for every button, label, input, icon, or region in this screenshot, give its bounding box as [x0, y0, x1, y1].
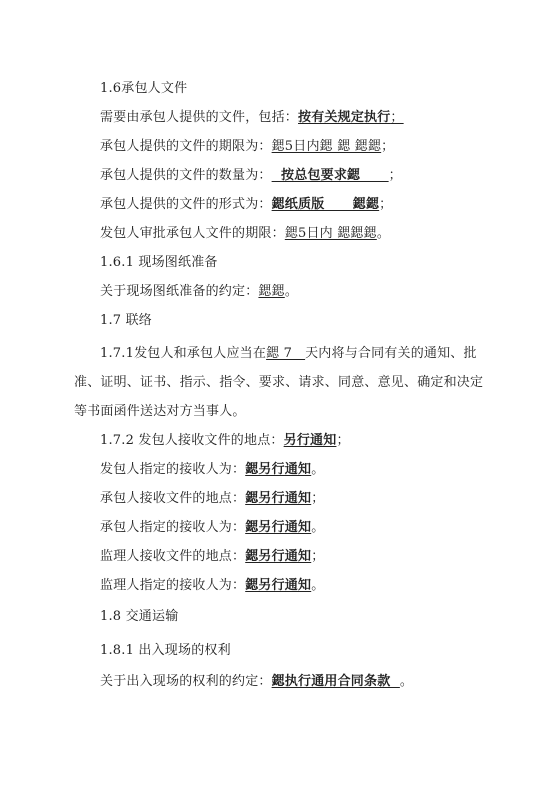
para-files-required [100, 109, 404, 127]
text: 承包人提供的文件的形式为： [100, 197, 272, 212]
para-supervisor-recipient [100, 577, 324, 595]
text: 1.7 联络 [100, 313, 153, 328]
text: 发包人指定的接收人为： [100, 462, 246, 477]
text: 等书面函件送达对方当事人。 [74, 404, 246, 419]
filled-value: 鍶另行通知 [245, 462, 312, 477]
heading-1-7 [100, 312, 152, 330]
text: ； [336, 433, 350, 448]
para-files-period [100, 138, 394, 156]
text: 承包人接收文件的地点： [100, 491, 246, 506]
text: 。 [399, 674, 414, 689]
text: ； [379, 197, 393, 212]
text: 发包人审批承包人文件的期限： [100, 226, 285, 241]
heading-1-8 [100, 608, 178, 626]
filled-value: 鍶另行通知 [245, 520, 312, 535]
filled-value: 按总包要求鍶 [271, 168, 389, 183]
para-1-7-1-line3 [74, 403, 246, 421]
filled-value: 另行通知 [283, 433, 337, 448]
text: 。 [311, 520, 325, 535]
text: 需要由承包人提供的文件，包括： [100, 110, 299, 125]
text: 监理人指定的接收人为： [100, 578, 246, 593]
heading-1-8-1 [100, 642, 231, 660]
filled-value: 鍶 7 [266, 346, 306, 361]
para-1-7-2 [100, 432, 350, 450]
text: ； [311, 549, 325, 564]
text: 承包人提供的文件的数量为： [100, 168, 272, 183]
para-contractor-address [100, 490, 324, 508]
text: 1.6承包人文件 [100, 81, 188, 96]
para-supervisor-address [100, 548, 324, 566]
para-contractor-recipient [100, 519, 324, 537]
filled-value: 鍶另行通知 [245, 491, 312, 506]
para-site-access [100, 673, 413, 691]
text: 。 [311, 462, 325, 477]
para-files-quantity [100, 167, 402, 185]
heading-1-6-1 [100, 254, 218, 272]
text: 监理人接收文件的地点： [100, 549, 246, 564]
text: ； [388, 168, 402, 183]
text: 1.6.1 现场图纸准备 [100, 255, 218, 270]
text: ； [381, 139, 395, 154]
filled-value: 鍶5日内 鍶鍶鍶 [284, 226, 377, 241]
text: 承包人提供的文件的期限为： [100, 139, 272, 154]
filled-value: 鍶另行通知 [245, 578, 312, 593]
text: 承包人指定的接收人为： [100, 520, 246, 535]
para-employer-recipient [100, 461, 324, 479]
para-1-7-1-line1 [100, 345, 477, 363]
text: 关于出入现场的权利的约定： [100, 674, 272, 689]
text: 1.7.1发包人和承包人应当在 [100, 346, 267, 361]
text: 。 [311, 578, 325, 593]
filled-value: 鍶5日内鍶 鍶 鍶鍶 [271, 139, 382, 154]
filled-value: 鍶纸质版 鍶鍶 [271, 197, 380, 212]
filled-value: 鍶执行通用合同条款 [271, 674, 400, 689]
para-files-form [100, 196, 392, 214]
para-1-7-1-line2 [74, 374, 483, 392]
text: 。 [376, 226, 391, 241]
text: ； [390, 110, 404, 125]
heading-1-6 [100, 80, 187, 98]
text: 准、证明、证书、指示、指令、要求、请求、同意、意见、确定和决定 [74, 375, 484, 390]
text: 天内将与合同有关的通知、批 [305, 346, 477, 361]
para-drawings [100, 283, 298, 301]
filled-value: 鍶鍶 [258, 284, 285, 299]
filled-value: 鍶另行通知 [245, 549, 312, 564]
text: 1.7.2 发包人接收文件的地点： [100, 433, 284, 448]
para-approval-period [100, 225, 390, 243]
text: 关于现场图纸准备的约定： [100, 284, 259, 299]
text: 。 [284, 284, 299, 299]
text: 1.8.1 出入现场的权利 [100, 643, 231, 658]
text: ； [311, 491, 325, 506]
filled-value: 按有关规定执行 [298, 110, 391, 125]
text: 1.8 交通运输 [100, 609, 179, 624]
